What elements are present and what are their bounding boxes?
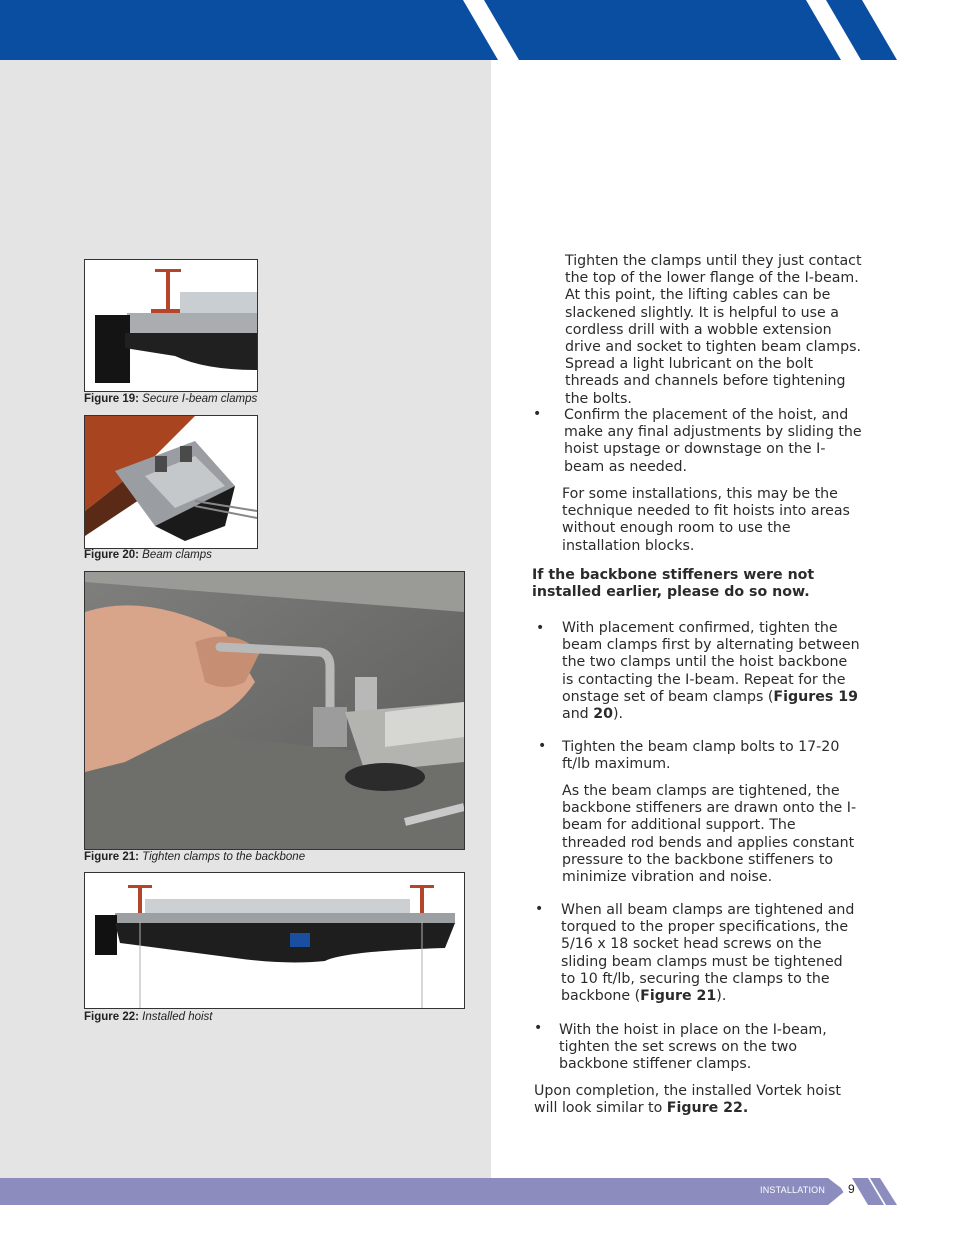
paragraph-clamp-tightening: Tighten the clamps until they just contact the top of the lower flange of the I-beam. At this point, the lifting cables can be slackened slightly. It is helpful to use a cordless drill with a wobble extension drive and socket to tighten beam clamps. Spread a light lubricant on the bolt threads and channels before tightening the bolts. [565,253,862,407]
bullet-2: • [536,620,545,636]
header-band [0,0,954,60]
figure-22-image [84,872,465,1009]
figure-20-image [84,415,258,549]
paragraph-backbone-stiffeners: As the beam clamps are tightened, the backbone stiffeners are drawn onto the I-beam for additional support. The threaded rod bends and applies constant pressure to the backbone stiffeners to minimize vibration and noise. [562,783,857,886]
bullet-3: • [538,738,547,754]
figure-19-image [84,259,258,392]
page-number: 9 [848,1182,855,1196]
bullet-1: • [533,406,542,422]
figure-21-image [84,571,465,850]
bullet-text-confirm-placement: Confirm the placement of the hoist, and make any final adjustments by sliding the hoist upstage or downstage on the I-beam as needed. [564,407,862,475]
figure-22-caption: Figure 22: Installed hoist [84,1011,213,1023]
bullet-text-torque-spec: Tighten the beam clamp bolts to 17-20 ft/lb maximum. [562,739,840,773]
figure-21-caption: Figure 21: Tighten clamps to the backbone [84,851,306,863]
section-heading: If the backbone stiffeners were not installed earlier, please do so now. [532,567,815,601]
bullet-4: • [535,901,544,917]
bullet-text-placement-confirmed: With placement confirmed, tighten the beam clamps first by alternating between the two clamps until the hoist backbone is contacting the I-beam. Repeat for the onstage set of beam clamps (Figures 19 and 20). [562,620,860,723]
bullet-text-socket-screws: When all beam clamps are tightened and torqued to the proper specifications, the 5/16 x 18 socket head screws on the sliding beam clamps must be tightened to 10 ft/lb, securing the clamps to the backbone (Figure 21). [561,902,855,1005]
bullet-text-set-screws: With the hoist in place on the I-beam, tighten the set screws on the two backbone stiffener clamps. [559,1022,827,1073]
figure-19-caption: Figure 19: Secure I-beam clamps [84,393,258,405]
footer-section-label: INSTALLATION [760,1185,826,1195]
bullet-5: • [534,1020,543,1036]
paragraph-completion: Upon completion, the installed Vortek hoist will look similar to Figure 22. [534,1083,841,1117]
paragraph-installation-technique: For some installations, this may be the technique needed to fit hoists into areas without enough room to use the installation blocks. [562,486,850,554]
figure-20-caption: Figure 20: Beam clamps [84,549,212,561]
